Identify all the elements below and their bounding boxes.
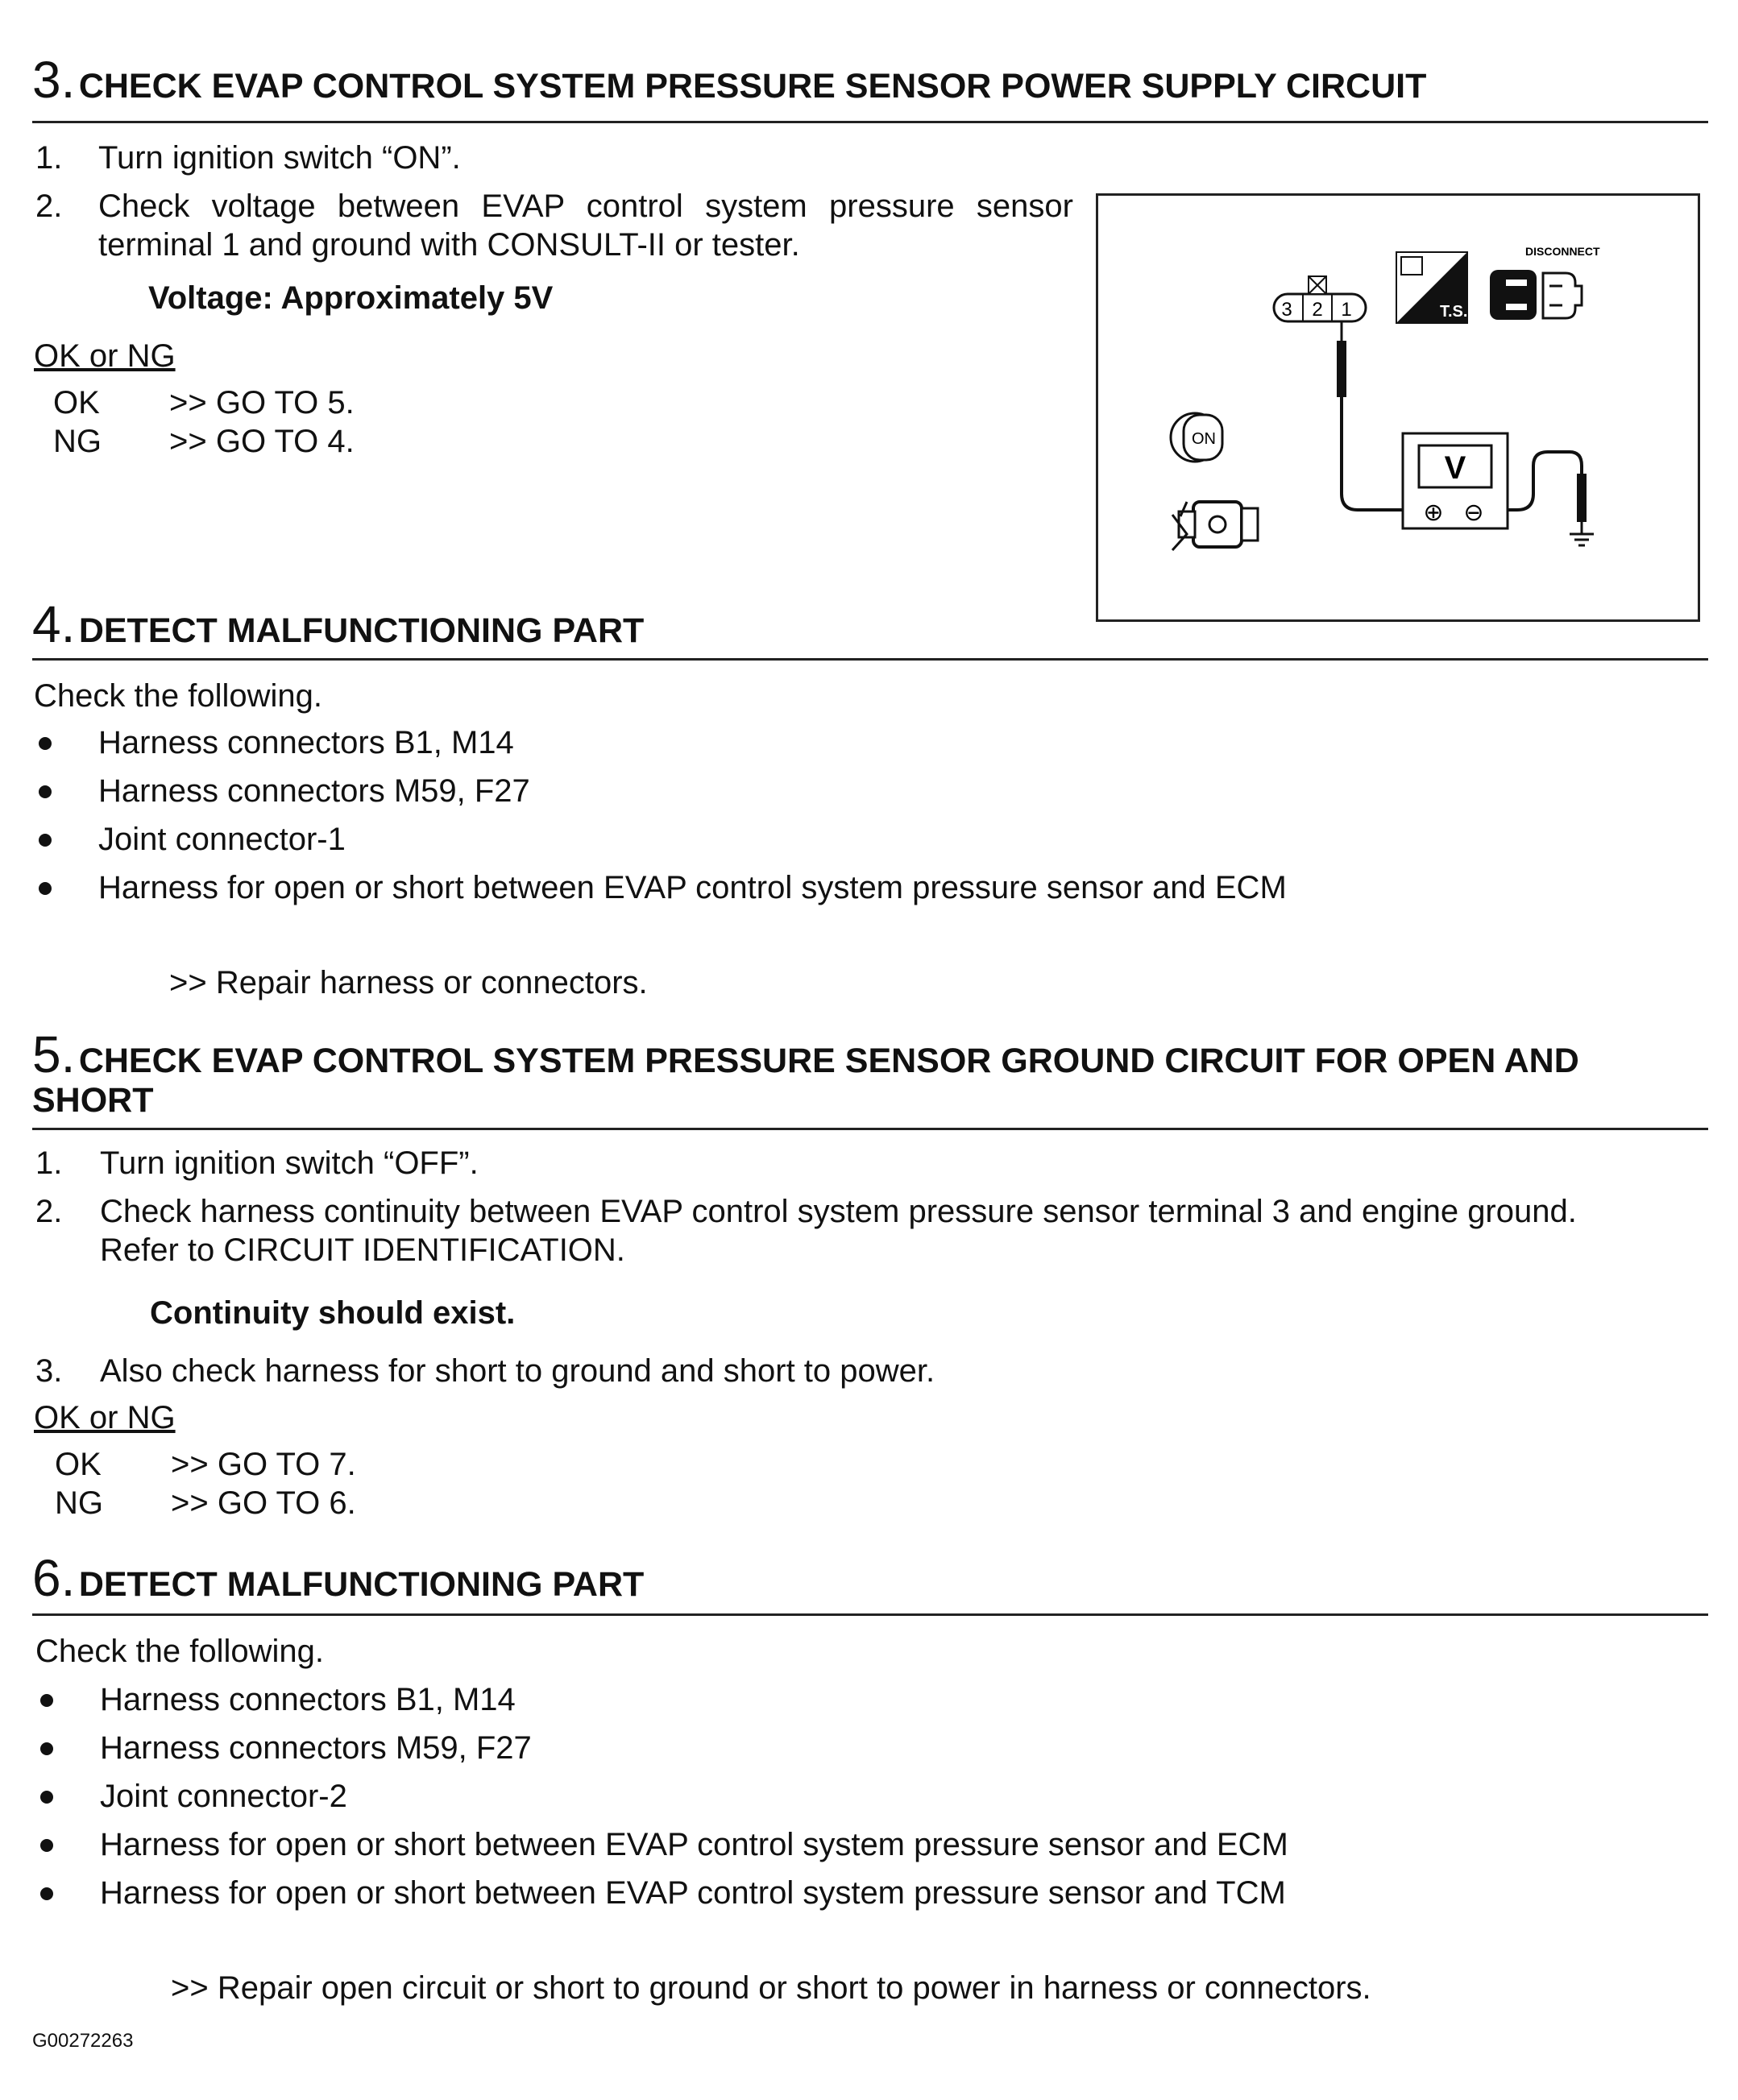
s3-okng-label: OK or NG xyxy=(34,338,176,374)
engine-icon xyxy=(1172,502,1258,550)
s5-ng-action: >> GO TO 6. xyxy=(171,1485,356,1521)
section-5-divider xyxy=(32,1128,1708,1130)
s4-item-2: Harness connectors M59, F27 xyxy=(98,773,530,809)
s4-bullet-2 xyxy=(39,785,52,798)
section-5-title-line-2: SHORT xyxy=(32,1081,154,1120)
s5-ok-action: >> GO TO 7. xyxy=(171,1447,356,1482)
voltmeter-plus: ⊕ xyxy=(1423,499,1444,527)
s3-spec: Voltage: Approximately 5V xyxy=(148,280,554,316)
ignition-key-icon xyxy=(1171,413,1222,462)
disconnect-label: DISCONNECT xyxy=(1525,245,1600,258)
section-4-heading xyxy=(32,594,1708,654)
s3-step-2-line-1: Check voltage between EVAP control system pressure sensor xyxy=(98,188,1073,224)
section-5-title-line-1: CHECK EVAP CONTROL SYSTEM PRESSURE SENSOR GROUND CIRCUIT FOR OPEN AND xyxy=(78,1042,1579,1080)
section-4-number: 4. xyxy=(32,595,76,653)
s4-item-3: Joint connector-1 xyxy=(98,822,346,857)
section-3-heading xyxy=(32,50,1708,110)
s5-step-2-number: 2. xyxy=(35,1194,63,1229)
s3-ng-label: NG xyxy=(53,424,102,459)
s5-okng-label: OK or NG xyxy=(34,1400,176,1435)
s4-item-4: Harness for open or short between EVAP control system pressure sensor and ECM xyxy=(98,870,1287,905)
voltmeter-icon xyxy=(1403,433,1508,528)
section-4-divider xyxy=(32,658,1708,661)
s5-step-2-line-1: Check harness continuity between EVAP control system pressure sensor terminal 3 and engine ground. xyxy=(100,1194,1577,1229)
section-6-divider xyxy=(32,1613,1708,1616)
s5-spec: Continuity should exist. xyxy=(150,1295,516,1331)
ts-label: T.S. xyxy=(1440,303,1468,321)
s5-step-3-number: 3. xyxy=(35,1353,63,1389)
s5-step-2-line-2: Refer to CIRCUIT IDENTIFICATION. xyxy=(100,1232,625,1268)
section-6-number: 6. xyxy=(32,1549,76,1607)
section-5-number: 5. xyxy=(32,1025,76,1083)
s3-ok-label: OK xyxy=(53,385,100,420)
s4-bullet-4 xyxy=(39,882,52,895)
s4-action: >> Repair harness or connectors. xyxy=(169,965,648,1000)
s6-bullet-4 xyxy=(40,1839,53,1852)
s6-bullet-1 xyxy=(40,1694,53,1707)
voltage-check-diagram xyxy=(1096,193,1700,622)
voltmeter-minus: ⊖ xyxy=(1463,499,1484,527)
s3-ng-action: >> GO TO 4. xyxy=(169,424,355,459)
s6-item-1: Harness connectors B1, M14 xyxy=(100,1682,516,1717)
s3-ok-action: >> GO TO 5. xyxy=(169,385,355,420)
s3-step-1-number: 1. xyxy=(35,140,63,176)
s6-item-4: Harness for open or short between EVAP control system pressure sensor and ECM xyxy=(100,1827,1288,1862)
connector-pin-3: 3 xyxy=(1281,299,1292,321)
s3-step-2-number: 2. xyxy=(35,188,63,224)
s6-item-5: Harness for open or short between EVAP control system pressure sensor and TCM xyxy=(100,1875,1286,1911)
s6-bullet-3 xyxy=(40,1791,53,1804)
ground-lead-icon xyxy=(1508,452,1594,545)
s5-step-3-text: Also check harness for short to ground and short to power. xyxy=(100,1353,935,1389)
diagram-svg xyxy=(1098,196,1698,619)
s4-bullet-1 xyxy=(39,737,52,750)
voltmeter-label: V xyxy=(1444,450,1466,486)
section-3-divider xyxy=(32,121,1708,123)
s5-step-1-number: 1. xyxy=(35,1145,63,1181)
s4-item-1: Harness connectors B1, M14 xyxy=(98,725,514,760)
s6-bullet-2 xyxy=(40,1742,53,1755)
s5-step-1-text: Turn ignition switch “OFF”. xyxy=(100,1145,479,1181)
s4-bullet-3 xyxy=(39,834,52,847)
s6-bullet-5 xyxy=(40,1887,53,1900)
s4-intro: Check the following. xyxy=(34,678,322,714)
s6-action: >> Repair open circuit or short to ground or short to power in harness or connectors. xyxy=(171,1970,1371,2006)
ignition-key-label: ON xyxy=(1192,430,1216,448)
sensor-connector-icon xyxy=(1274,276,1366,321)
s6-intro: Check the following. xyxy=(35,1634,324,1669)
section-3-title: CHECK EVAP CONTROL SYSTEM PRESSURE SENSOR POWER SUPPLY CIRCUIT xyxy=(78,67,1427,106)
probe-lead-icon xyxy=(1337,321,1403,510)
section-4-title: DETECT MALFUNCTIONING PART xyxy=(78,611,645,650)
section-5-heading xyxy=(32,1025,1708,1084)
figure-id: G00272263 xyxy=(32,2030,134,2052)
section-6-title: DETECT MALFUNCTIONING PART xyxy=(78,1565,645,1604)
s3-step-2-line-2: terminal 1 and ground with CONSULT-II or tester. xyxy=(98,227,800,263)
ts-icon xyxy=(1396,252,1467,323)
connector-pin-1: 1 xyxy=(1341,299,1352,321)
section-6-heading xyxy=(32,1548,1708,1608)
section-3-number: 3. xyxy=(32,51,76,109)
s3-step-1-text: Turn ignition switch “ON”. xyxy=(98,140,461,176)
s5-ok-label: OK xyxy=(55,1447,102,1482)
s5-ng-label: NG xyxy=(55,1485,103,1521)
connector-pin-2: 2 xyxy=(1312,299,1323,321)
s6-item-2: Harness connectors M59, F27 xyxy=(100,1730,532,1766)
s6-item-3: Joint connector-2 xyxy=(100,1779,347,1814)
disconnect-icon xyxy=(1490,245,1600,320)
